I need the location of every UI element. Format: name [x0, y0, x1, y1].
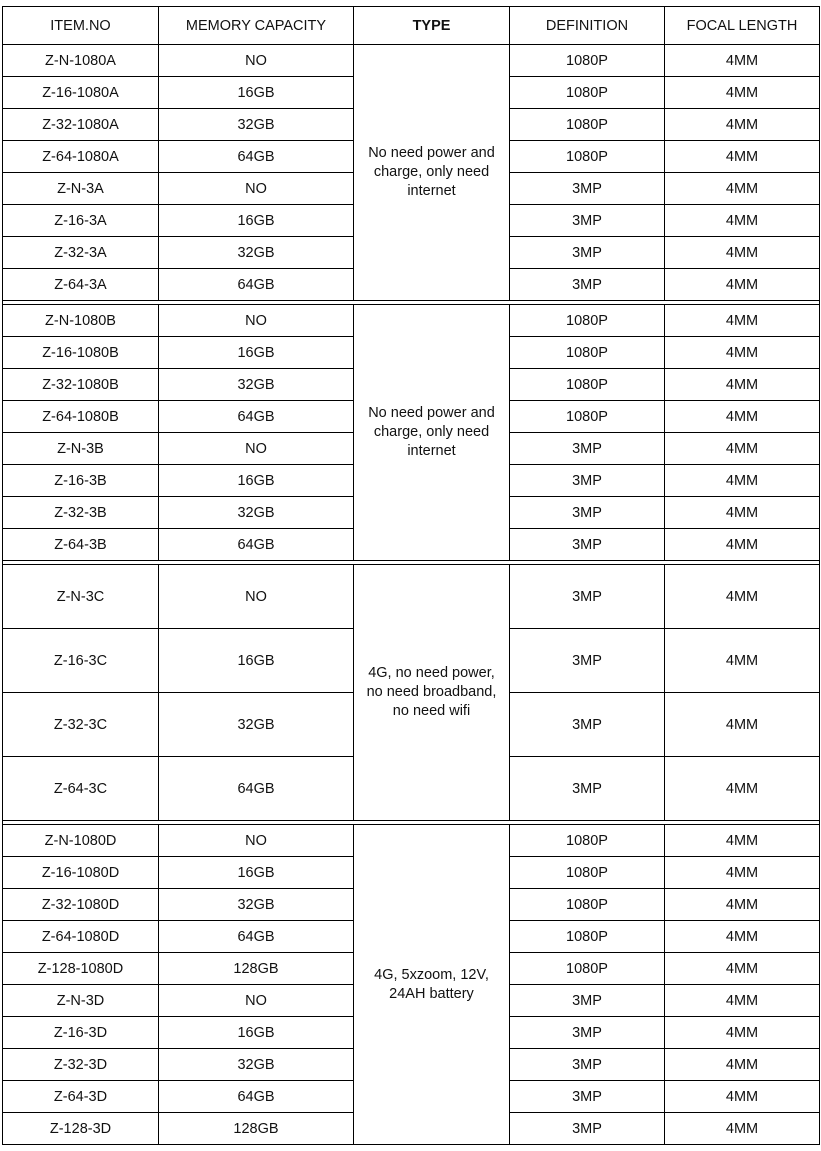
item-no-cell: Z-128-3D [3, 1113, 159, 1145]
memory-capacity-cell: NO [159, 433, 354, 465]
type-cell: 4G, 5xzoom, 12V, 24AH battery [354, 825, 510, 1145]
definition-cell: 3MP [510, 693, 665, 757]
product-group [3, 565, 820, 821]
item-no-cell: Z-32-1080D [3, 889, 159, 921]
memory-capacity-cell: 16GB [159, 629, 354, 693]
item-no-cell: Z-64-3B [3, 529, 159, 561]
focal-length-cell: 4MM [665, 269, 820, 301]
item-no-cell: Z-N-1080D [3, 825, 159, 857]
memory-capacity-cell: 32GB [159, 109, 354, 141]
product-group [3, 45, 820, 301]
product-spec-sheet [2, 6, 819, 1145]
item-no-cell: Z-64-1080B [3, 401, 159, 433]
type-cell: 4G, no need power, no need broadband, no need wifi [354, 565, 510, 821]
item-no-cell: Z-N-3D [3, 985, 159, 1017]
item-no-cell: Z-32-1080B [3, 369, 159, 401]
table-row [3, 45, 820, 77]
definition-cell: 1080P [510, 45, 665, 77]
memory-capacity-cell: 16GB [159, 1017, 354, 1049]
definition-cell: 1080P [510, 141, 665, 173]
definition-cell: 1080P [510, 921, 665, 953]
type-cell: No need power and charge, only need internet [354, 305, 510, 561]
focal-length-cell: 4MM [665, 757, 820, 821]
memory-capacity-cell: 32GB [159, 497, 354, 529]
memory-capacity-cell: 16GB [159, 205, 354, 237]
focal-length-cell: 4MM [665, 77, 820, 109]
table-header [3, 7, 820, 45]
focal-length-cell: 4MM [665, 109, 820, 141]
type-cell: No need power and charge, only need internet [354, 45, 510, 301]
item-no-cell: Z-N-1080B [3, 305, 159, 337]
focal-length-cell: 4MM [665, 921, 820, 953]
focal-length-cell: 4MM [665, 205, 820, 237]
definition-cell: 3MP [510, 173, 665, 205]
memory-capacity-cell: 32GB [159, 693, 354, 757]
definition-cell: 1080P [510, 109, 665, 141]
definition-cell: 3MP [510, 985, 665, 1017]
definition-cell: 3MP [510, 237, 665, 269]
item-no-cell: Z-16-1080A [3, 77, 159, 109]
definition-cell: 1080P [510, 825, 665, 857]
item-no-cell: Z-16-3C [3, 629, 159, 693]
focal-length-cell: 4MM [665, 825, 820, 857]
memory-capacity-cell: NO [159, 173, 354, 205]
focal-length-cell: 4MM [665, 1113, 820, 1145]
definition-cell: 1080P [510, 857, 665, 889]
focal-length-cell: 4MM [665, 401, 820, 433]
item-no-cell: Z-N-3A [3, 173, 159, 205]
item-no-cell: Z-128-1080D [3, 953, 159, 985]
definition-cell: 3MP [510, 205, 665, 237]
item-no-cell: Z-64-1080D [3, 921, 159, 953]
definition-cell: 3MP [510, 565, 665, 629]
item-no-cell: Z-16-3B [3, 465, 159, 497]
focal-length-cell: 4MM [665, 465, 820, 497]
definition-cell: 3MP [510, 433, 665, 465]
header-focal-length: FOCAL LENGTH [665, 7, 820, 45]
memory-capacity-cell: 64GB [159, 1081, 354, 1113]
item-no-cell: Z-32-3C [3, 693, 159, 757]
focal-length-cell: 4MM [665, 305, 820, 337]
definition-cell: 1080P [510, 337, 665, 369]
table-row [3, 825, 820, 857]
definition-cell: 3MP [510, 1017, 665, 1049]
memory-capacity-cell: 64GB [159, 529, 354, 561]
item-no-cell: Z-64-3C [3, 757, 159, 821]
item-no-cell: Z-N-3B [3, 433, 159, 465]
item-no-cell: Z-32-3B [3, 497, 159, 529]
focal-length-cell: 4MM [665, 953, 820, 985]
memory-capacity-cell: 128GB [159, 1113, 354, 1145]
definition-cell: 3MP [510, 465, 665, 497]
item-no-cell: Z-16-3A [3, 205, 159, 237]
definition-cell: 3MP [510, 269, 665, 301]
focal-length-cell: 4MM [665, 857, 820, 889]
memory-capacity-cell: 32GB [159, 369, 354, 401]
definition-cell: 1080P [510, 953, 665, 985]
definition-cell: 3MP [510, 529, 665, 561]
item-no-cell: Z-16-1080D [3, 857, 159, 889]
memory-capacity-cell: 64GB [159, 141, 354, 173]
table-row [3, 305, 820, 337]
header-memory-capacity: MEMORY CAPACITY [159, 7, 354, 45]
focal-length-cell: 4MM [665, 45, 820, 77]
definition-cell: 1080P [510, 305, 665, 337]
memory-capacity-cell: 64GB [159, 921, 354, 953]
focal-length-cell: 4MM [665, 1049, 820, 1081]
definition-cell: 1080P [510, 889, 665, 921]
item-no-cell: Z-64-1080A [3, 141, 159, 173]
focal-length-cell: 4MM [665, 529, 820, 561]
focal-length-cell: 4MM [665, 889, 820, 921]
focal-length-cell: 4MM [665, 337, 820, 369]
memory-capacity-cell: 32GB [159, 889, 354, 921]
item-no-cell: Z-64-3D [3, 1081, 159, 1113]
memory-capacity-cell: 64GB [159, 757, 354, 821]
memory-capacity-cell: 16GB [159, 465, 354, 497]
focal-length-cell: 4MM [665, 497, 820, 529]
item-no-cell: Z-16-1080B [3, 337, 159, 369]
table-row [3, 565, 820, 629]
definition-cell: 3MP [510, 497, 665, 529]
focal-length-cell: 4MM [665, 1017, 820, 1049]
memory-capacity-cell: 32GB [159, 1049, 354, 1081]
memory-capacity-cell: 16GB [159, 337, 354, 369]
definition-cell: 1080P [510, 369, 665, 401]
memory-capacity-cell: NO [159, 985, 354, 1017]
header-definition: DEFINITION [510, 7, 665, 45]
item-no-cell: Z-32-3D [3, 1049, 159, 1081]
memory-capacity-cell: 64GB [159, 401, 354, 433]
focal-length-cell: 4MM [665, 985, 820, 1017]
focal-length-cell: 4MM [665, 369, 820, 401]
memory-capacity-cell: 32GB [159, 237, 354, 269]
definition-cell: 3MP [510, 1113, 665, 1145]
item-no-cell: Z-N-3C [3, 565, 159, 629]
item-no-cell: Z-N-1080A [3, 45, 159, 77]
memory-capacity-cell: NO [159, 305, 354, 337]
focal-length-cell: 4MM [665, 141, 820, 173]
memory-capacity-cell: 16GB [159, 857, 354, 889]
definition-cell: 3MP [510, 1049, 665, 1081]
memory-capacity-cell: NO [159, 825, 354, 857]
memory-capacity-cell: 16GB [159, 77, 354, 109]
header-item-no: ITEM.NO [3, 7, 159, 45]
header-type: TYPE [354, 7, 510, 45]
definition-cell: 1080P [510, 401, 665, 433]
definition-cell: 1080P [510, 77, 665, 109]
memory-capacity-cell: NO [159, 45, 354, 77]
item-no-cell: Z-16-3D [3, 1017, 159, 1049]
item-no-cell: Z-32-1080A [3, 109, 159, 141]
product-table [2, 6, 820, 1145]
product-group [3, 305, 820, 561]
item-no-cell: Z-32-3A [3, 237, 159, 269]
definition-cell: 3MP [510, 757, 665, 821]
focal-length-cell: 4MM [665, 237, 820, 269]
definition-cell: 3MP [510, 1081, 665, 1113]
memory-capacity-cell: 128GB [159, 953, 354, 985]
definition-cell: 3MP [510, 629, 665, 693]
focal-length-cell: 4MM [665, 1081, 820, 1113]
memory-capacity-cell: NO [159, 565, 354, 629]
focal-length-cell: 4MM [665, 433, 820, 465]
focal-length-cell: 4MM [665, 173, 820, 205]
focal-length-cell: 4MM [665, 629, 820, 693]
focal-length-cell: 4MM [665, 693, 820, 757]
memory-capacity-cell: 64GB [159, 269, 354, 301]
item-no-cell: Z-64-3A [3, 269, 159, 301]
header-row [3, 7, 820, 45]
focal-length-cell: 4MM [665, 565, 820, 629]
product-group [3, 825, 820, 1145]
